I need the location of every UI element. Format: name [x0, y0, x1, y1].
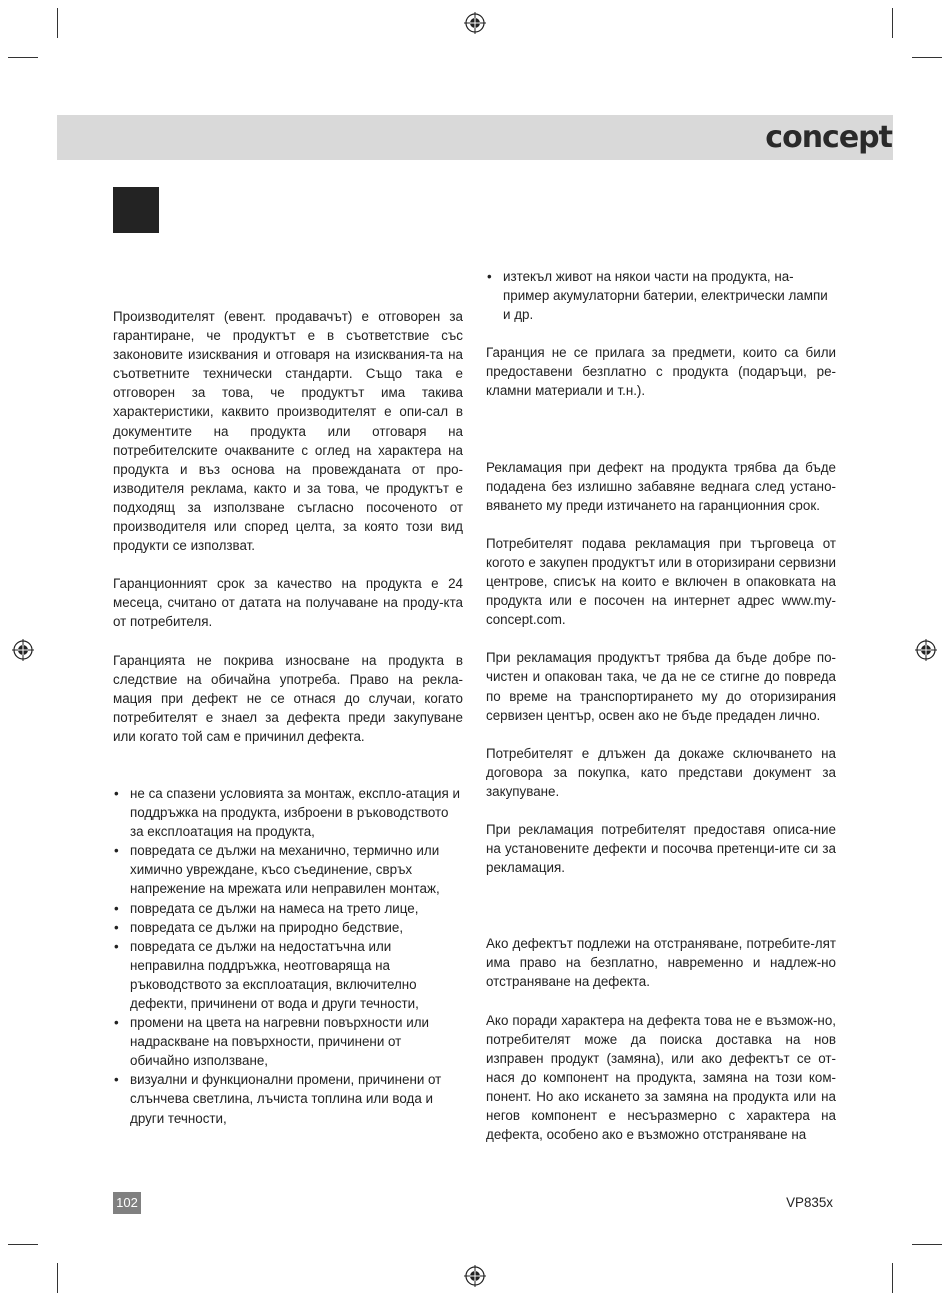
- paragraph: Потребителят подава рекламация при търговеца от когото е закупен продуктът или в оторизирани сервизни центрове, списък на които е включен в опаковката на продукта или е посочен на интернет адрес www.my-concept.com.: [486, 535, 836, 628]
- crop-mark: [912, 57, 942, 58]
- list-item: • промени на цвета на нагревни повърхности или надраскване на повърхности, причинени от обичайно използване,: [113, 1013, 463, 1070]
- registration-mark-icon: [464, 1265, 486, 1287]
- brand-logo: concept: [765, 120, 892, 155]
- paragraph: Гаранционният срок за качество на продукта е 24 месеца, считано от датата на получаване на проду-кта от потребителя.: [113, 576, 463, 630]
- paragraph: Ако поради характера на дефекта това не е възмож-но, потребителят може да поиска доставка на нов изправен продукт (замяна), или ако дефектът се от-нася до компонент на продукта, замяна на този ком-понент. Но ако искането за замяна на продукта или на негов компонент е несъразмерно с характера на дефекта, особено ако е възможно отстраняване на: [486, 1012, 836, 1143]
- right-column: [486, 267, 836, 1144]
- registration-mark-icon: [464, 12, 486, 34]
- list-item: • не са спазени условията за монтаж, експло-атация и поддръжка на продукта, изброени в ръководството за експлоатация на продукта,: [113, 784, 463, 841]
- list-item: • повредата се дължи на природно бедствие,: [113, 918, 463, 937]
- list-item: • изтекъл живот на някои части на продукта, на-пример акумулаторни батерии, електрически лампи и др.: [486, 267, 836, 324]
- paragraph: Производителят (евент. продавачът) е отговорен за гарантиране, че продуктът е в съответствие със законовите изисквания и отговаря на изисквания-та на съответните технически стандарти. Също така е отговорен за това, че продуктът има такива характеристики, каквито производителят е опи-сал в документите на продукта или отговаря на потребителските очакваните с оглед на характера на продукта и въз основа на провежданата от про-изводителя реклама, както и за това, че продуктът е подходящ за използване съгласно посоченото от производителя или според целта, за която този вид продукти се използват.: [113, 309, 463, 554]
- registration-mark-icon: [12, 639, 34, 661]
- crop-mark: [912, 1244, 942, 1245]
- crop-mark: [8, 1244, 38, 1245]
- crop-mark: [57, 8, 58, 38]
- paragraph: Рекламация при дефект на продукта трябва да бъде подадена без излишно забавяне веднага след устано-вяването му преди изтичането на гаранционния срок.: [486, 459, 836, 513]
- exclusions-list-continued: [486, 267, 836, 324]
- crop-mark: [8, 57, 38, 58]
- crop-mark: [892, 1263, 893, 1293]
- model-number: VP835x: [786, 1195, 833, 1210]
- list-item: • повредата се дължи на намеса на трето лице,: [113, 899, 463, 918]
- paragraph: Гаранцията не покрива износване на продукта в следствие на обичайна употреба. Право на рекла-мация при дефект не се отнася до случаи, когато потребителят е знаел за дефекта преди закупуване или когато той сам е причинил дефекта.: [113, 652, 463, 744]
- paragraph: Гаранция не се прилага за предмети, които са били предоставени безплатно с продукта (подаръци, ре-кламни материали и т.н.).: [486, 345, 836, 399]
- paragraph: При рекламация продуктът трябва да бъде добре по-чистен и опакован така, че да не се стигне до повреда по време на транспортирането му до оторизирания сервизен център, освен ако не бъде предаден лично.: [486, 650, 836, 723]
- language-marker: [113, 187, 159, 233]
- paragraph: Потребителят е длъжен да докаже сключването на договора за покупка, като представи документ за закупуване.: [486, 745, 836, 799]
- crop-mark: [892, 8, 893, 38]
- paragraph: При рекламация потребителят предоставя описа-ние на установените дефекти и посочва претенци-ите си за рекламация.: [486, 821, 836, 876]
- paragraph: Ако дефектът подлежи на отстраняване, потребите-лят има право на безплатно, навременно и надлеж-но отстраняване на дефекта.: [486, 936, 836, 990]
- registration-mark-icon: [915, 639, 937, 661]
- left-column: [113, 307, 463, 1128]
- list-item: • повредата се дължи на недостатъчна или неправилна поддръжка, неотговаряща на ръководството за експлоатация, включително дефекти, причинени от вода и други течности,: [113, 937, 463, 1013]
- page-number: 102: [113, 1192, 141, 1214]
- list-item: • повредата се дължи на механично, термично или химично увреждане, късо съединение, свръх напрежение на мрежата или неправилен монтаж,: [113, 841, 463, 898]
- crop-mark: [57, 1263, 58, 1293]
- list-item: • визуални и функционални промени, причинени от слънчева светлина, лъчиста топлина или вода и други течности,: [113, 1070, 463, 1127]
- exclusions-list: [113, 784, 463, 1128]
